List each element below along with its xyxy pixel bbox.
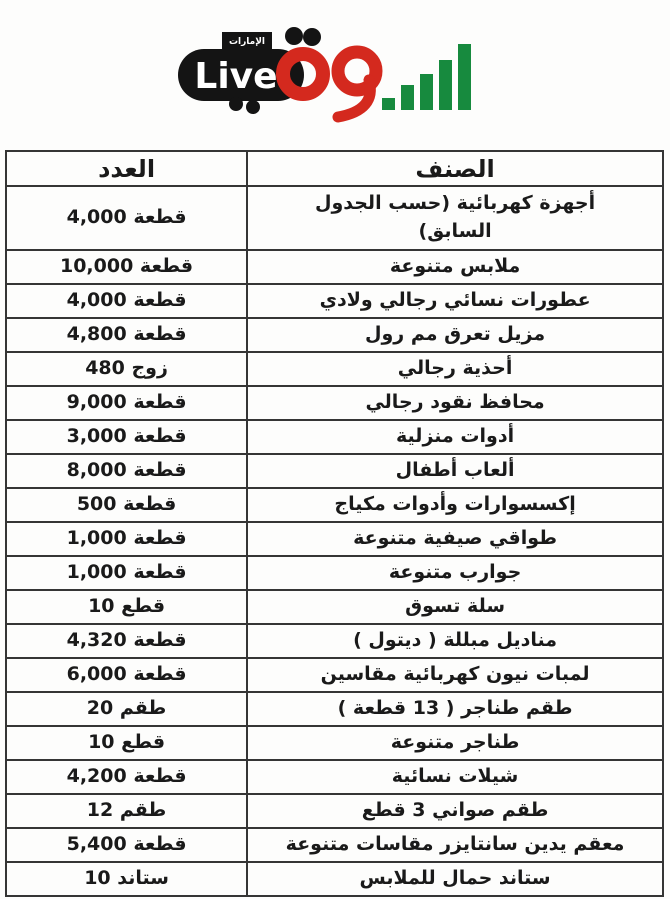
table-row xyxy=(6,386,663,420)
logo-bar xyxy=(401,85,414,110)
qaf-dot xyxy=(285,27,303,45)
count-cell xyxy=(6,794,247,828)
count-text: 4,000 قطعة xyxy=(66,206,187,229)
count-cell xyxy=(6,420,247,454)
category-cell xyxy=(247,284,663,318)
table-row xyxy=(6,624,663,658)
table-row xyxy=(6,250,663,284)
table-row xyxy=(6,862,663,896)
category-text: جوارب متنوعة xyxy=(388,561,522,584)
category-text: مزيل تعرق مم رول xyxy=(365,323,546,346)
category-cell xyxy=(247,352,663,386)
count-cell xyxy=(6,692,247,726)
category-text: ستاند حمال للملابس xyxy=(359,867,551,890)
count-text: 1,000 قطعة xyxy=(66,561,187,584)
table-row xyxy=(6,454,663,488)
header-category: الصنف xyxy=(247,151,663,186)
header-count: العدد xyxy=(6,151,247,186)
logo-bar xyxy=(420,74,433,110)
table-row xyxy=(6,284,663,318)
table-row xyxy=(6,488,663,522)
category-cell xyxy=(247,794,663,828)
category-text: محافظ نقود رجالي xyxy=(365,391,545,414)
count-cell xyxy=(6,862,247,896)
category-cell xyxy=(247,522,663,556)
category-text: معقم يدين سانتايزر مقاسات متنوعة xyxy=(285,833,625,856)
category-text: طناجر متنوعة xyxy=(390,731,520,754)
category-cell xyxy=(247,658,663,692)
table-row xyxy=(6,420,663,454)
category-cell xyxy=(247,186,663,250)
category-text: أدوات منزلية xyxy=(396,425,515,448)
logo-dot xyxy=(229,97,243,111)
category-cell xyxy=(247,488,663,522)
table-row xyxy=(6,318,663,352)
category-cell xyxy=(247,318,663,352)
count-text: 6,000 قطعة xyxy=(66,663,187,686)
count-text: 3,000 قطعة xyxy=(66,425,187,448)
logo-live-label: Live xyxy=(194,56,278,97)
category-text: شيلات نسائية xyxy=(391,765,519,788)
count-cell xyxy=(6,186,247,250)
count-cell xyxy=(6,760,247,794)
category-text: ملابس متنوعة xyxy=(389,255,521,278)
category-text: أحذية رجالي xyxy=(397,357,513,380)
category-text: طواقي صيفية متنوعة xyxy=(353,527,558,550)
table-row xyxy=(6,760,663,794)
qaf-dot xyxy=(303,28,321,46)
category-cell xyxy=(247,386,663,420)
table-row xyxy=(6,658,663,692)
category-text: إكسسوارات وأدوات مكياج xyxy=(334,493,576,516)
table-row xyxy=(6,522,663,556)
count-cell xyxy=(6,488,247,522)
logo-dot xyxy=(246,100,260,114)
category-text: لمبات نيون كهربائية مقاسين xyxy=(320,663,590,686)
logo-graphic xyxy=(172,22,482,134)
category-cell xyxy=(247,692,663,726)
count-cell xyxy=(6,352,247,386)
count-cell xyxy=(6,386,247,420)
count-text: 10 قطع xyxy=(88,731,166,754)
table-row xyxy=(6,556,663,590)
count-text: 10 قطع xyxy=(88,595,166,618)
table-header-row xyxy=(6,151,663,186)
count-cell xyxy=(6,250,247,284)
count-cell xyxy=(6,556,247,590)
category-text: سلة تسوق xyxy=(405,595,506,618)
count-text: 12 طقم xyxy=(86,799,167,822)
count-cell xyxy=(6,590,247,624)
count-text: 10 ستاند xyxy=(84,867,169,890)
table-row xyxy=(6,794,663,828)
category-cell xyxy=(247,454,663,488)
count-text: 4,320 قطعة xyxy=(66,629,187,652)
category-cell xyxy=(247,828,663,862)
category-cell xyxy=(247,590,663,624)
category-text: أجهزة كهربائية (حسب الجدول السابق) xyxy=(314,192,596,242)
count-text: 8,000 قطعة xyxy=(66,459,187,482)
category-text: عطورات نسائي رجالي ولادي xyxy=(319,289,591,312)
count-text: 4,800 قطعة xyxy=(66,323,187,346)
count-cell xyxy=(6,454,247,488)
count-text: 4,200 قطعة xyxy=(66,765,187,788)
category-cell xyxy=(247,556,663,590)
count-text: 1,000 قطعة xyxy=(66,527,187,550)
table-row xyxy=(6,726,663,760)
items-table xyxy=(5,150,664,897)
count-cell xyxy=(6,726,247,760)
category-cell xyxy=(247,624,663,658)
logo-bar xyxy=(382,98,395,110)
category-text: ألعاب أطفال xyxy=(395,459,515,482)
category-cell xyxy=(247,760,663,794)
category-cell xyxy=(247,420,663,454)
table-row xyxy=(6,186,663,250)
count-cell xyxy=(6,522,247,556)
count-cell xyxy=(6,658,247,692)
count-cell xyxy=(6,828,247,862)
logo-bar xyxy=(439,60,452,110)
category-cell xyxy=(247,726,663,760)
category-text: مناديل مبللة ( ديتول ) xyxy=(353,629,558,652)
table-row xyxy=(6,590,663,624)
table-row xyxy=(6,692,663,726)
count-text: 20 طقم xyxy=(86,697,167,720)
count-text: 480 زوج xyxy=(85,357,168,380)
bar-chart-icon xyxy=(382,44,471,110)
count-text: 9,000 قطعة xyxy=(66,391,187,414)
category-cell xyxy=(247,250,663,284)
category-text: طقم صواني 3 قطع xyxy=(361,799,549,822)
count-cell xyxy=(6,624,247,658)
table-row xyxy=(6,352,663,386)
category-text: طقم طناجر ( 13 قطعة ) xyxy=(337,697,573,720)
logo-bar xyxy=(458,44,471,110)
table-row xyxy=(6,828,663,862)
logo-emirates-label: الإمارات xyxy=(228,37,266,47)
count-text: 4,000 قطعة xyxy=(66,289,187,312)
count-text: 5,400 قطعة xyxy=(66,833,187,856)
count-cell xyxy=(6,318,247,352)
site-logo xyxy=(172,22,482,134)
count-text: 10,000 قطعة xyxy=(59,255,194,278)
category-cell xyxy=(247,862,663,896)
count-cell xyxy=(6,284,247,318)
count-text: 500 قطعة xyxy=(76,493,177,516)
